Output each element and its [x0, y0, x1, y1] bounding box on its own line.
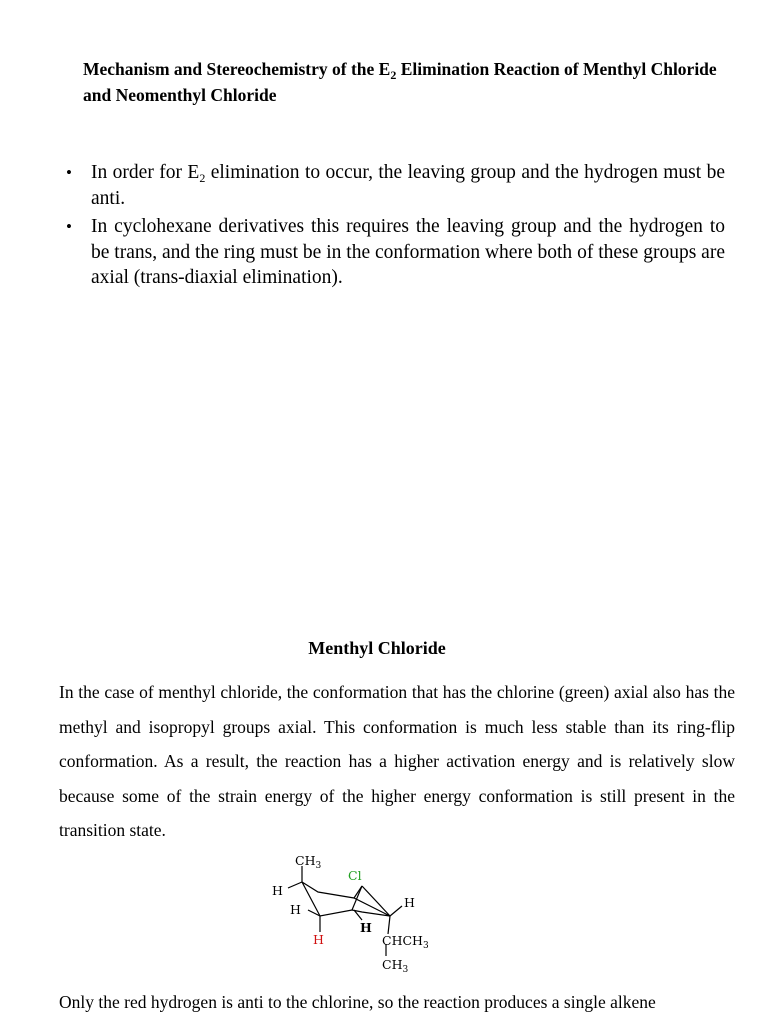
bullet-icon: • [66, 163, 72, 182]
chch3-label: $CHCH_3$ [382, 933, 429, 951]
h-left-top-label: H [272, 883, 283, 898]
bullet-item: • In cyclohexane derivatives this requires the leaving group and the hydrogen to be trans, and the ring must be in the conformation where both of these groups are axial (trans-diaxial elimination). [66, 216, 725, 288]
anti-hydrogen-label: H [313, 932, 324, 947]
ch3-top-label: $CH_3$ [295, 853, 322, 871]
menthyl-chloride-structure [262, 848, 452, 976]
title-subscript: 2 [390, 68, 397, 82]
body-paragraph: In the case of menthyl chloride, the conformation that has the chlorine (green) axial also has the methyl and isopropyl groups axial. This conformation is much less stable than its ring-flip conformation. As a result, the reaction has a higher activation energy and is relatively slow because some of the strain energy of the higher energy conformation is still present in the transition state. [59, 682, 735, 840]
h-left-mid-label: H [290, 902, 301, 917]
page-title [83, 56, 723, 108]
bullet-icon: • [66, 217, 72, 236]
bullet-list [60, 160, 725, 294]
section-heading: Menthyl Chloride [308, 638, 446, 658]
title-text: Mechanism and Stereochemistry of the E [83, 59, 391, 79]
h-ring-bottom-label: H [360, 920, 372, 935]
ch3-bottom-label: $CH_3$ [382, 957, 409, 975]
h-right-label: H [404, 895, 415, 910]
chlorine-label: Cl [348, 868, 362, 883]
title-text-end: Elimination Reaction of Menthyl Chloride and Neomenthyl Chloride [83, 59, 717, 105]
bullet-item: • In order for $E_2$ elimination to occur, the leaving group and the hydrogen must be anti. [66, 162, 725, 209]
closing-paragraph: Only the red hydrogen is anti to the chlorine, so the reaction produces a single alkene [59, 992, 656, 1012]
